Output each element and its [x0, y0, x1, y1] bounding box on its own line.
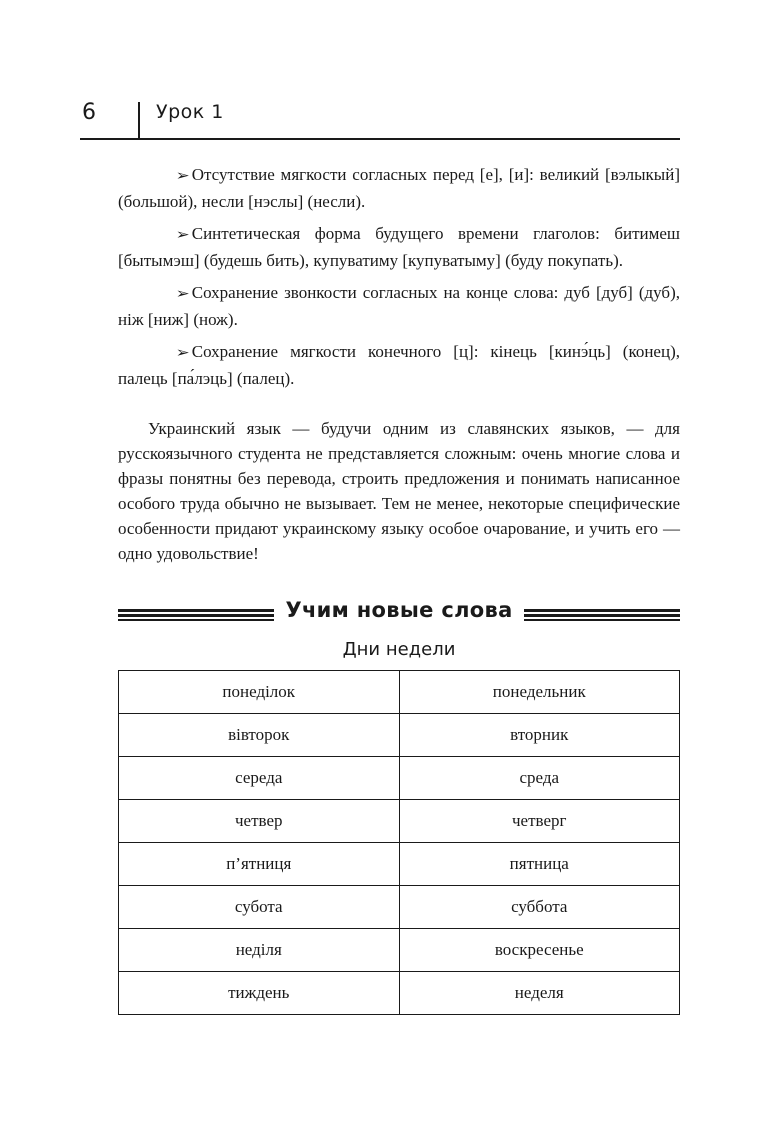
header-rule	[80, 138, 680, 140]
section-title: Учим новые слова	[285, 598, 513, 622]
ukrainian-word: середа	[119, 757, 400, 800]
russian-word: четверг	[399, 800, 680, 843]
list-item	[118, 162, 680, 214]
page-number: 6	[82, 100, 96, 125]
table-row	[119, 714, 680, 757]
russian-word: вторник	[399, 714, 680, 757]
ukrainian-word: четвер	[119, 800, 400, 843]
arrow-bullet-icon: ➢	[175, 227, 190, 243]
russian-word: понедельник	[399, 671, 680, 714]
table-title: Дни недели	[342, 639, 456, 660]
section-heading	[118, 598, 680, 634]
russian-word: суббота	[399, 886, 680, 929]
russian-word: воскресенье	[399, 929, 680, 972]
list-item-text: Отсутствие мягкости согласных перед [е], [и]: великий [вэлыкый] (большой), несли [нэслы] (несли).	[118, 165, 680, 211]
table-row	[119, 800, 680, 843]
table-row	[119, 972, 680, 1015]
list-item	[118, 221, 680, 273]
ukrainian-word: тиждень	[119, 972, 400, 1015]
chapter-title: Урок 1	[156, 101, 224, 123]
list-item	[118, 339, 680, 391]
ukrainian-word: понеділок	[119, 671, 400, 714]
ukrainian-word: неділя	[119, 929, 400, 972]
table-row	[119, 843, 680, 886]
intro-paragraph: Украинский язык — будучи одним из славянских языков, — для русскоязычного студента не представляется сложным: очень многие слова и фразы понятны без перевода, строить предложения и понимать написанное особого труда обычно не вызывает. Тем не менее, некоторые специфические особенности придают украинскому языку особое очарование, и учить его — одно удовольствие!	[118, 419, 680, 563]
feature-list	[118, 162, 680, 398]
decorative-lines-right	[524, 609, 680, 621]
russian-word: неделя	[399, 972, 680, 1015]
russian-word: среда	[399, 757, 680, 800]
ukrainian-word: п’ятниця	[119, 843, 400, 886]
table-row	[119, 671, 680, 714]
table-row	[119, 757, 680, 800]
vocabulary-table	[118, 670, 680, 1015]
table-row	[119, 929, 680, 972]
list-item	[118, 280, 680, 332]
list-item-text: Сохранение звонкости согласных на конце слова: дуб [дуб] (дуб), ніж [ниж] (нож).	[118, 283, 680, 329]
ukrainian-word: субота	[119, 886, 400, 929]
header-divider	[138, 102, 140, 140]
russian-word: пятница	[399, 843, 680, 886]
table-row	[119, 886, 680, 929]
arrow-bullet-icon: ➢	[175, 345, 190, 361]
page-header	[80, 92, 680, 140]
list-item-text: Сохранение мягкости конечного [ц]: кінець [кинэ́ць] (конец), палець [па́лэць] (палец).	[118, 342, 680, 388]
arrow-bullet-icon: ➢	[175, 286, 190, 302]
list-item-text: Синтетическая форма будущего времени глаголов: битимеш [бытымэш] (будешь бить), купуватиму [купуватыму] (буду покупать).	[118, 224, 680, 270]
ukrainian-word: вівторок	[119, 714, 400, 757]
arrow-bullet-icon: ➢	[175, 168, 190, 184]
